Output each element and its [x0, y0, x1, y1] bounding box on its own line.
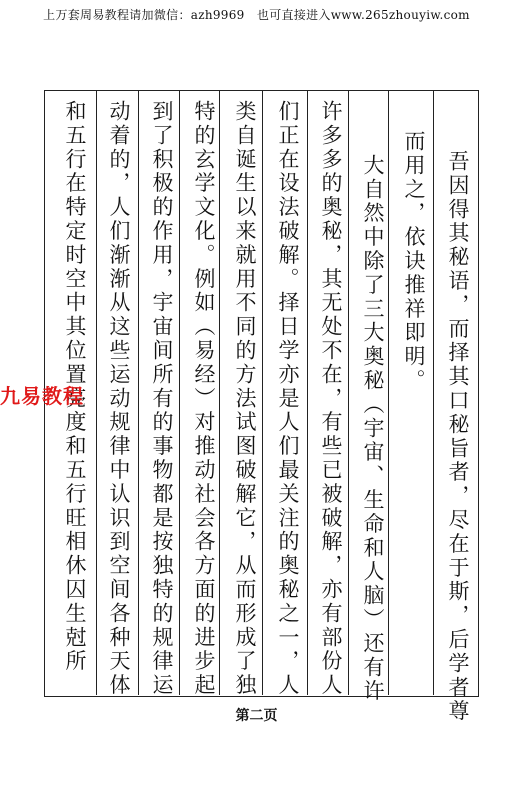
text-column-7: 特的玄学文化。例如（易经）对推动社会各方面的进步起	[192, 100, 216, 698]
page-header-banner: 上万套周易教程请加微信：azh9969 也可直接进入www.265zhouyiw.com	[43, 8, 470, 22]
text-column-8: 到了积极的作用，宇宙间所有的事物都是按独特的规律运	[150, 100, 174, 698]
column-divider	[262, 90, 263, 695]
column-divider	[307, 90, 308, 695]
column-divider	[138, 90, 139, 695]
column-divider	[348, 90, 349, 695]
column-divider	[388, 90, 389, 695]
column-divider	[179, 90, 180, 695]
column-divider	[96, 90, 97, 695]
text-column-5: 们正在设法破解。择日学亦是人们最关注的奥秘之一，人	[276, 100, 300, 698]
text-column-6: 类自诞生以来就用不同的方法试图破解它，从而形成了独	[233, 100, 257, 698]
page-number: 第二页	[235, 708, 278, 724]
text-column-10: 和五行在特定时空中其位置亮度和五行旺相休囚生尅所	[63, 100, 87, 674]
text-column-2: 而用之，依诀推祥即明。	[402, 130, 426, 393]
text-column-4: 许多多的奥秘，其无处不在，有些已被破解，亦有部份人	[319, 100, 343, 698]
text-column-9: 动着的，人们渐渐从这些运动规律中认识到空间各种天体	[107, 100, 131, 698]
column-divider	[219, 90, 220, 695]
watermark-logo: 九易教程	[0, 384, 84, 408]
column-divider	[433, 90, 434, 695]
text-column-3: 大自然中除了三大奥秘（宇宙、生命和人脑）还有许	[361, 130, 385, 704]
text-column-1: 吾因得其秘语，而择其口秘旨者，尽在于斯，后学者尊	[446, 150, 470, 724]
